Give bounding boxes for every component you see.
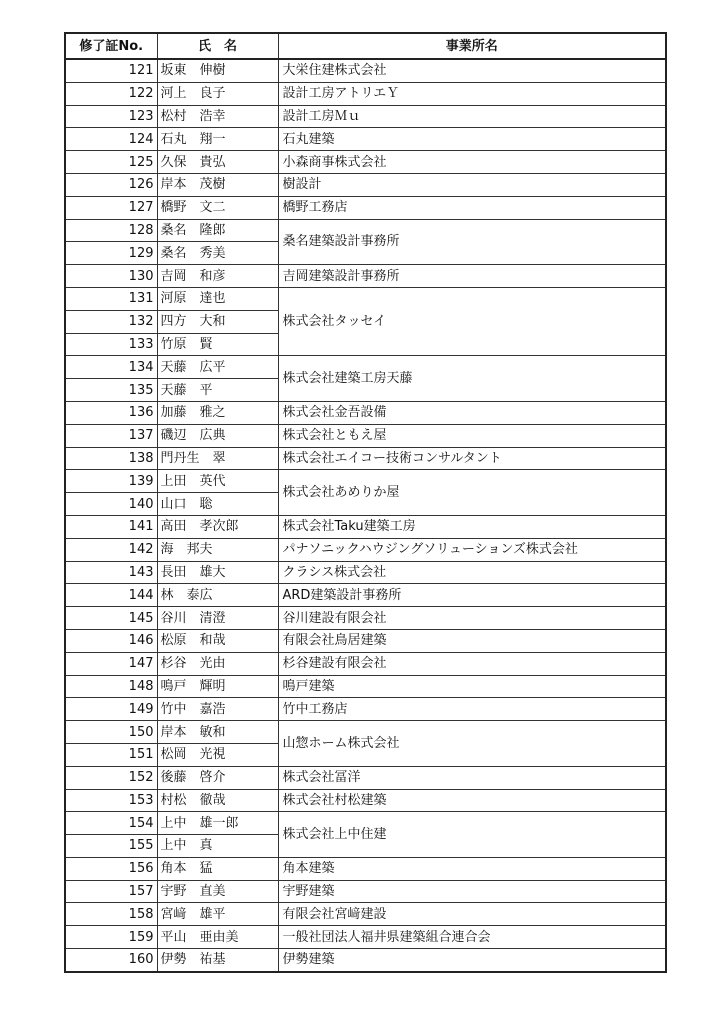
- certificate-roster-table: [64, 32, 667, 973]
- table-header: [65, 33, 666, 59]
- certificate-number-cell: 154: [65, 812, 157, 835]
- person-name-cell: 久保 貴弘: [157, 151, 278, 174]
- certificate-number-cell: 144: [65, 584, 157, 607]
- table-row: [65, 59, 666, 82]
- office-name-cell: 株式会社Taku建築工房: [278, 515, 666, 538]
- person-name-cell: 鳴戸 輝明: [157, 675, 278, 698]
- office-name-cell: 株式会社タッセイ: [278, 287, 666, 355]
- table-row: [65, 401, 666, 424]
- table-row: [65, 173, 666, 196]
- office-name-cell: 有限会社鳥居建築: [278, 629, 666, 652]
- person-name-cell: 松岡 光視: [157, 743, 278, 766]
- table-row: [65, 424, 666, 447]
- certificate-number-cell: 123: [65, 105, 157, 128]
- office-name-cell: 宇野建築: [278, 880, 666, 903]
- person-name-cell: 加藤 雅之: [157, 401, 278, 424]
- person-name-cell: 橋野 文二: [157, 196, 278, 219]
- certificate-number-cell: 147: [65, 652, 157, 675]
- table-row: [65, 128, 666, 151]
- office-name-cell: 設計工房アトリエＹ: [278, 82, 666, 105]
- certificate-number-cell: 146: [65, 629, 157, 652]
- certificate-number-cell: 158: [65, 903, 157, 926]
- table-body: [65, 59, 666, 972]
- person-name-cell: 磯辺 広典: [157, 424, 278, 447]
- office-name-cell: 小森商事株式会社: [278, 151, 666, 174]
- person-name-cell: 桑名 秀美: [157, 242, 278, 265]
- person-name-cell: 四方 大和: [157, 310, 278, 333]
- header-office: 事業所名: [278, 33, 666, 59]
- table-row: [65, 538, 666, 561]
- certificate-number-cell: 135: [65, 379, 157, 402]
- table-row: [65, 219, 666, 242]
- certificate-number-cell: 140: [65, 493, 157, 516]
- person-name-cell: 吉岡 和彦: [157, 265, 278, 288]
- table-row: [65, 584, 666, 607]
- certificate-number-cell: 132: [65, 310, 157, 333]
- certificate-number-cell: 152: [65, 766, 157, 789]
- table-row: [65, 265, 666, 288]
- office-name-cell: 株式会社エイコー技術コンサルタント: [278, 447, 666, 470]
- certificate-number-cell: 127: [65, 196, 157, 219]
- person-name-cell: 河原 達也: [157, 287, 278, 310]
- office-name-cell: 株式会社建築工房天藤: [278, 356, 666, 402]
- table-row: [65, 82, 666, 105]
- table-row: [65, 151, 666, 174]
- certificate-number-cell: 126: [65, 173, 157, 196]
- office-name-cell: 橋野工務店: [278, 196, 666, 219]
- person-name-cell: 伊勢 祐基: [157, 949, 278, 972]
- person-name-cell: 後藤 啓介: [157, 766, 278, 789]
- person-name-cell: 石丸 翔一: [157, 128, 278, 151]
- header-row: [65, 33, 666, 59]
- certificate-number-cell: 134: [65, 356, 157, 379]
- office-name-cell: 株式会社ともえ屋: [278, 424, 666, 447]
- table-row: [65, 949, 666, 972]
- person-name-cell: 長田 雄大: [157, 561, 278, 584]
- table-row: [65, 789, 666, 812]
- office-name-cell: パナソニックハウジングソリューションズ株式会社: [278, 538, 666, 561]
- certificate-number-cell: 128: [65, 219, 157, 242]
- certificate-number-cell: 142: [65, 538, 157, 561]
- office-name-cell: 大栄住建株式会社: [278, 59, 666, 82]
- office-name-cell: 竹中工務店: [278, 698, 666, 721]
- person-name-cell: 上中 真: [157, 835, 278, 858]
- certificate-number-cell: 121: [65, 59, 157, 82]
- table-row: [65, 812, 666, 835]
- person-name-cell: 林 泰広: [157, 584, 278, 607]
- table-row: [65, 287, 666, 310]
- person-name-cell: 杉谷 光由: [157, 652, 278, 675]
- table-row: [65, 629, 666, 652]
- certificate-number-cell: 150: [65, 721, 157, 744]
- person-name-cell: 竹原 賢: [157, 333, 278, 356]
- table-row: [65, 880, 666, 903]
- office-name-cell: 株式会社あめりか屋: [278, 470, 666, 516]
- person-name-cell: 海 邦夫: [157, 538, 278, 561]
- person-name-cell: 桑名 隆郎: [157, 219, 278, 242]
- certificate-number-cell: 153: [65, 789, 157, 812]
- certificate-number-cell: 159: [65, 926, 157, 949]
- office-name-cell: 樹設計: [278, 173, 666, 196]
- office-name-cell: 鳴戸建築: [278, 675, 666, 698]
- office-name-cell: 設計工房Ｍｕ: [278, 105, 666, 128]
- office-name-cell: 株式会社冨洋: [278, 766, 666, 789]
- certificate-number-cell: 156: [65, 857, 157, 880]
- person-name-cell: 山口 聡: [157, 493, 278, 516]
- office-name-cell: 角本建築: [278, 857, 666, 880]
- office-name-cell: 有限会社宮﨑建設: [278, 903, 666, 926]
- person-name-cell: 松原 和哉: [157, 629, 278, 652]
- person-name-cell: 坂東 伸樹: [157, 59, 278, 82]
- person-name-cell: 河上 良子: [157, 82, 278, 105]
- office-name-cell: 桑名建築設計事務所: [278, 219, 666, 265]
- table-row: [65, 903, 666, 926]
- table-row: [65, 447, 666, 470]
- certificate-number-cell: 124: [65, 128, 157, 151]
- office-name-cell: ARD建築設計事務所: [278, 584, 666, 607]
- office-name-cell: クラシス株式会社: [278, 561, 666, 584]
- table-row: [65, 105, 666, 128]
- person-name-cell: 宇野 直美: [157, 880, 278, 903]
- person-name-cell: 岸本 茂樹: [157, 173, 278, 196]
- table-row: [65, 515, 666, 538]
- table-row: [65, 470, 666, 493]
- person-name-cell: 天藤 平: [157, 379, 278, 402]
- certificate-number-cell: 139: [65, 470, 157, 493]
- person-name-cell: 上田 英代: [157, 470, 278, 493]
- certificate-number-cell: 131: [65, 287, 157, 310]
- certificate-number-cell: 133: [65, 333, 157, 356]
- table-row: [65, 857, 666, 880]
- certificate-number-cell: 155: [65, 835, 157, 858]
- table-row: [65, 698, 666, 721]
- table-row: [65, 721, 666, 744]
- office-name-cell: 谷川建設有限会社: [278, 607, 666, 630]
- person-name-cell: 天藤 広平: [157, 356, 278, 379]
- header-certificate-no: 修了証No.: [65, 33, 157, 59]
- office-name-cell: 伊勢建築: [278, 949, 666, 972]
- certificate-number-cell: 145: [65, 607, 157, 630]
- certificate-number-cell: 143: [65, 561, 157, 584]
- table-row: [65, 652, 666, 675]
- table-row: [65, 561, 666, 584]
- person-name-cell: 村松 徹哉: [157, 789, 278, 812]
- certificate-number-cell: 149: [65, 698, 157, 721]
- table-row: [65, 607, 666, 630]
- certificate-number-cell: 122: [65, 82, 157, 105]
- certificate-number-cell: 138: [65, 447, 157, 470]
- certificate-number-cell: 125: [65, 151, 157, 174]
- office-name-cell: 石丸建築: [278, 128, 666, 151]
- certificate-number-cell: 130: [65, 265, 157, 288]
- person-name-cell: 岸本 敏和: [157, 721, 278, 744]
- table-row: [65, 356, 666, 379]
- office-name-cell: 一般社団法人福井県建築組合連合会: [278, 926, 666, 949]
- person-name-cell: 門丹生 翠: [157, 447, 278, 470]
- office-name-cell: 株式会社村松建築: [278, 789, 666, 812]
- person-name-cell: 松村 浩幸: [157, 105, 278, 128]
- person-name-cell: 宮﨑 雄平: [157, 903, 278, 926]
- office-name-cell: 山惣ホーム株式会社: [278, 721, 666, 767]
- certificate-number-cell: 160: [65, 949, 157, 972]
- certificate-number-cell: 137: [65, 424, 157, 447]
- person-name-cell: 高田 孝次郎: [157, 515, 278, 538]
- header-name: 氏 名: [157, 33, 278, 59]
- certificate-number-cell: 129: [65, 242, 157, 265]
- office-name-cell: 株式会社金吾設備: [278, 401, 666, 424]
- office-name-cell: 株式会社上中住建: [278, 812, 666, 858]
- person-name-cell: 谷川 清澄: [157, 607, 278, 630]
- person-name-cell: 竹中 嘉浩: [157, 698, 278, 721]
- table-row: [65, 196, 666, 219]
- person-name-cell: 角本 猛: [157, 857, 278, 880]
- person-name-cell: 上中 雄一郎: [157, 812, 278, 835]
- certificate-number-cell: 136: [65, 401, 157, 424]
- certificate-number-cell: 157: [65, 880, 157, 903]
- office-name-cell: 吉岡建築設計事務所: [278, 265, 666, 288]
- table-row: [65, 675, 666, 698]
- office-name-cell: 杉谷建設有限会社: [278, 652, 666, 675]
- table-row: [65, 926, 666, 949]
- person-name-cell: 平山 亜由美: [157, 926, 278, 949]
- certificate-number-cell: 151: [65, 743, 157, 766]
- certificate-number-cell: 148: [65, 675, 157, 698]
- table-row: [65, 766, 666, 789]
- certificate-number-cell: 141: [65, 515, 157, 538]
